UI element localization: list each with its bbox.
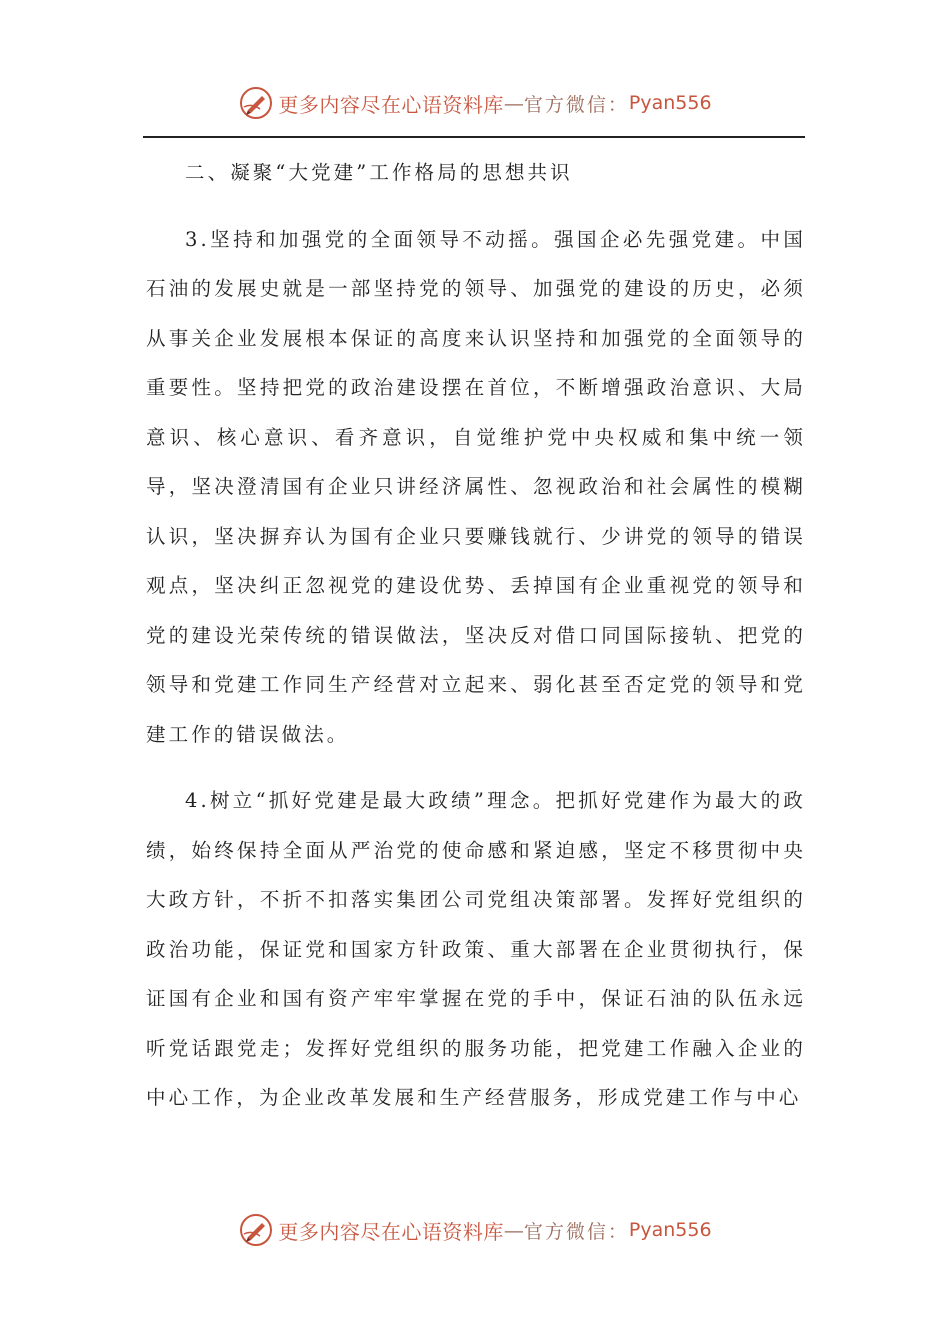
watermark-sub-text: 官方微信： — [523, 1220, 629, 1243]
pen-logo-icon — [238, 1212, 274, 1248]
watermark-main-text: 更多内容尽在心语资料库 — [278, 92, 504, 117]
section-heading: 二、凝聚“大党建”工作格局的思想共识 — [185, 161, 573, 184]
watermark-separator: — — [503, 91, 524, 115]
watermark-sub-text: 官方微信： — [523, 93, 629, 116]
watermark-main-text: 更多内容尽在心语资料库 — [278, 1219, 504, 1244]
header-divider — [143, 136, 805, 138]
watermark-id: Pyan556 — [628, 92, 712, 114]
header-watermark — [0, 83, 950, 123]
paragraph-3: 3.坚持和加强党的全面领导不动摇。强国企必先强党建。中国石油的发展史就是一部坚持党的领导、加强党的建设的历史，必须从事关企业发展根本保证的高度来认识坚持和加强党的全面领导的重要性。坚持把党的政治建设摆在首位，不断增强政治意识、大局意识、核心意识、看齐意识，自觉维护党中央权威和集中统一领导，坚决澄清国有企业只讲经济属性、忽视政治和社会属性的模糊认识，坚决摒弃认为国有企业只要赚钱就行、少讲党的领导的错误观点，坚决纠正忽视党的建设优势、丢掉国有企业重视党的领导和党的建设光荣传统的错误做法，坚决反对借口同国际接轨、把党的领导和党建工作同生产经营对立起来、弱化甚至否定党的领导和党建工作的错误做法。 — [146, 227, 806, 746]
watermark-separator: — — [503, 1218, 524, 1242]
paragraph-4: 4.树立“抓好党建是最大政绩”理念。把抓好党建作为最大的政绩，始终保持全面从严治党的使命感和紧迫感，坚定不移贯彻中央大政方针，不折不扣落实集团公司党组决策部署。发挥好党组织的政治功能，保证党和国家方针政策、重大部署在企业贯彻执行，保证国有企业和国有资产牢牢掌握在党的手中，保证石油的队伍永远听党话跟党走；发挥好党组织的服务功能，把党建工作融入企业的中心工作，为企业改革发展和生产经营服务，形成党建工作与中心 — [146, 789, 806, 1109]
document-body — [146, 148, 806, 1140]
pen-logo-icon — [238, 85, 274, 121]
footer-watermark — [0, 1210, 950, 1250]
watermark-id: Pyan556 — [628, 1219, 712, 1241]
